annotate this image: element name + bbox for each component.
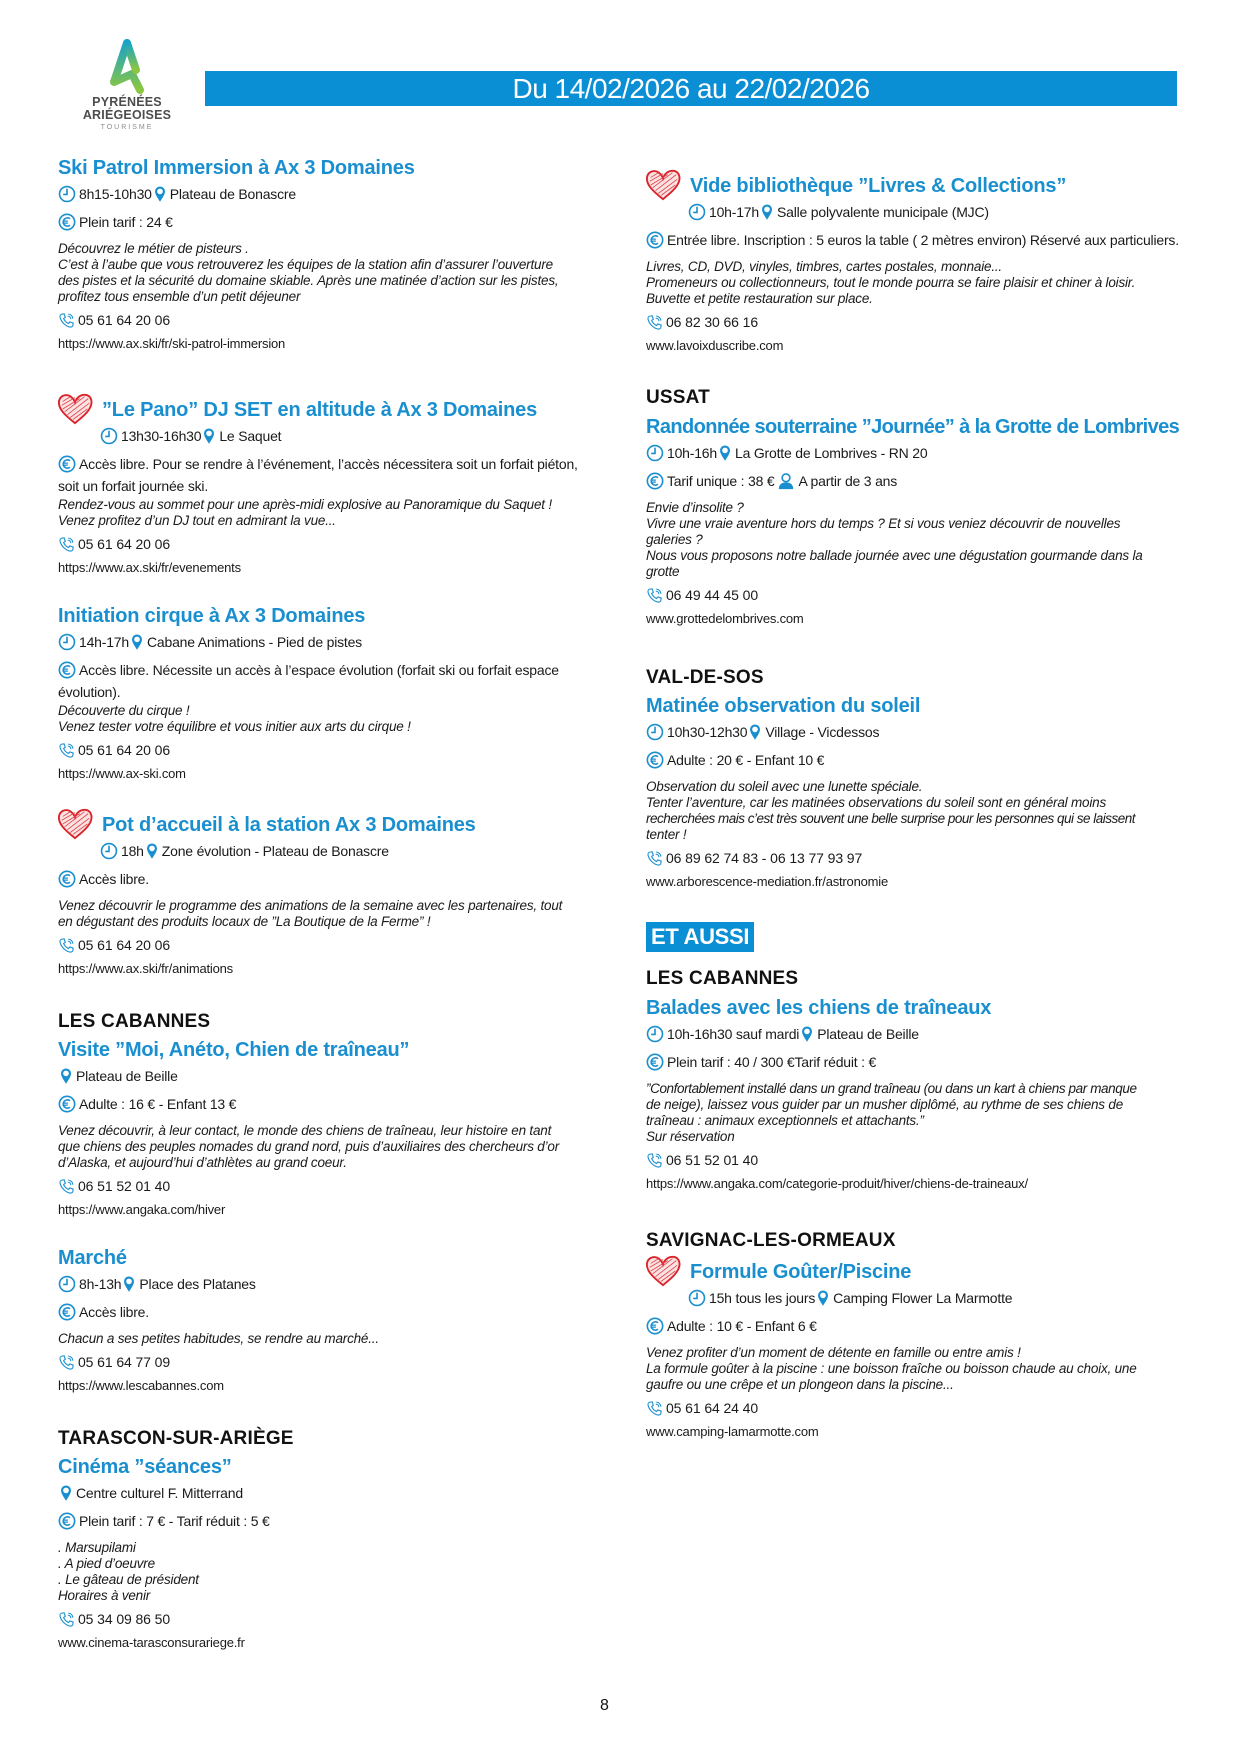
event-phone[interactable]: 05 61 64 20 06 xyxy=(78,312,171,328)
event-time: 13h30-16h30 xyxy=(121,428,202,444)
logo-mark-icon xyxy=(102,38,152,96)
event-url[interactable]: www.lavoixduscribe.com xyxy=(646,338,784,353)
event-price-cont: soit un forfait journée ski. xyxy=(58,478,209,494)
event-place: Plateau de Beille xyxy=(76,1068,178,1084)
event-url[interactable]: www.cinema-tarasconsurariege.fr xyxy=(58,1635,245,1650)
pyrenees-ariegeoises-logo xyxy=(72,38,182,138)
clock-icon xyxy=(58,1275,76,1293)
heart-favorite-icon xyxy=(56,807,94,841)
phone-icon xyxy=(58,312,75,329)
event-place: Camping Flower La Marmotte xyxy=(833,1290,1013,1306)
event-time: 10h-17h xyxy=(709,204,759,220)
event-phone[interactable]: 05 61 64 20 06 xyxy=(78,742,171,758)
euro-icon xyxy=(58,213,76,231)
event-place: Village - Vicdessos xyxy=(765,724,880,740)
phone-icon xyxy=(646,1400,663,1417)
clock-icon xyxy=(646,1025,664,1043)
event-place: Place des Platanes xyxy=(139,1276,256,1292)
event-time: 15h tous les jours xyxy=(709,1290,816,1306)
event-price: Entrée libre. Inscription : 5 euros la table ( 2 mètres environ) Réservé aux particuliers. xyxy=(667,232,1179,248)
event-phone[interactable]: 05 34 09 86 50 xyxy=(78,1611,171,1627)
event-time: 8h15-10h30 xyxy=(79,186,152,202)
event-place: La Grotte de Lombrives - RN 20 xyxy=(734,445,928,461)
logo-line-1: PYRÉNÉES xyxy=(92,95,162,109)
location-pin-icon xyxy=(719,444,731,462)
event-vide-bibliotheque xyxy=(646,174,1191,354)
event-cinema xyxy=(58,1455,598,1651)
event-price: Plein tarif : 40 / 300 €Tarif réduit : € xyxy=(667,1054,877,1070)
section-label: ET AUSSI xyxy=(646,922,754,952)
event-description: ”Confortablement installé dans un grand traîneau (ou dans un kart à chiens par manque de neige), laissez vous guider par un musher diplômé, au rythme de ses chiens de traîneau : animaux exceptionnels et attachants.” Sur réservation xyxy=(646,1081,1137,1144)
event-title: Cinéma ”séances” xyxy=(58,1456,232,1478)
event-description: Rendez-vous au sommet pour une après-midi explosive au Panoramique du Saquet ! Venez profitez d’un DJ tout en admirant la vue... xyxy=(58,497,552,528)
town-heading: VAL-DE-SOS xyxy=(646,667,764,688)
event-url[interactable]: www.arborescence-mediation.fr/astronomie xyxy=(646,874,888,889)
event-visite-aneto xyxy=(58,1038,598,1218)
location-pin-icon xyxy=(131,633,143,651)
event-phone[interactable]: 05 61 64 77 09 xyxy=(78,1354,171,1370)
location-pin-icon xyxy=(60,1484,72,1502)
event-ski-patrol xyxy=(58,156,598,352)
heart-favorite-icon xyxy=(644,1254,682,1288)
event-price-cont: évolution). xyxy=(58,684,121,700)
event-le-pano xyxy=(58,398,598,576)
event-title: Balades avec les chiens de traîneaux xyxy=(646,997,992,1019)
location-pin-icon xyxy=(146,842,158,860)
event-pot-accueil xyxy=(58,813,598,977)
event-price: Adulte : 16 € - Enfant 13 € xyxy=(79,1096,237,1112)
event-phone[interactable]: 06 49 44 45 00 xyxy=(666,587,759,603)
phone-icon xyxy=(58,742,75,759)
phone-icon xyxy=(646,587,663,604)
event-place: Plateau de Bonascre xyxy=(169,186,296,202)
location-pin-icon xyxy=(761,203,773,221)
location-pin-icon xyxy=(123,1275,135,1293)
phone-icon xyxy=(58,1611,75,1628)
town-heading: LES CABANNES xyxy=(646,968,799,989)
event-description: Venez découvrir, à leur contact, le monde des chiens de traîneau, leur histoire en tant que chiens des peuples nomades du grand nord, puis d’auxiliaires des chercheurs d’or d’Alaska, et aujourd’hui d’athlètes au grand coeur. xyxy=(58,1123,560,1170)
event-phone[interactable]: 06 51 52 01 40 xyxy=(78,1178,171,1194)
event-description: Venez profiter d’un moment de détente en famille ou entre amis ! La formule goûter à la piscine : une boisson fraîche ou boisson chaude au choix, une gaufre ou une crêpe et un plongeon dans la piscine... xyxy=(646,1345,1137,1392)
event-title: Marché xyxy=(58,1247,127,1269)
event-description: Livres, CD, DVD, vinyles, timbres, cartes postales, monnaie... Promeneurs ou collectionneurs, tout le monde pourra se faire plaisir et chiner à loisir. Buvette et petite restauration sur place. xyxy=(646,259,1136,306)
logo-line-3: TOURISME xyxy=(100,124,154,131)
event-url[interactable]: https://www.angaka.com/categorie-produit/hiver/chiens-de-traineaux/ xyxy=(646,1176,1028,1191)
event-marche xyxy=(58,1246,598,1394)
phone-icon xyxy=(58,937,75,954)
event-description: . Marsupilami . A pied d’oeuvre . Le gâteau de président Horaires à venir xyxy=(58,1540,199,1603)
event-time: 10h-16h30 sauf mardi xyxy=(667,1026,800,1042)
event-title: Ski Patrol Immersion à Ax 3 Domaines xyxy=(58,157,415,179)
event-title: Initiation cirque à Ax 3 Domaines xyxy=(58,605,366,627)
event-title: Formule Goûter/Piscine xyxy=(690,1261,912,1283)
location-pin-icon xyxy=(801,1025,813,1043)
clock-icon xyxy=(646,444,664,462)
clock-icon xyxy=(646,723,664,741)
location-pin-icon xyxy=(817,1289,829,1307)
phone-icon xyxy=(646,314,663,331)
event-price: Tarif unique : 38 € xyxy=(667,473,775,489)
town-heading: TARASCON-SUR-ARIÈGE xyxy=(58,1428,294,1449)
event-time: 18h xyxy=(121,843,144,859)
event-description: Observation du soleil avec une lunette spéciale. Tenter l’aventure, car les matinées observations du soleil sont en général moins recherchées mais c’est très souvent une belle surprise pour les personnes qui se laissent tenter ! xyxy=(646,779,1136,842)
event-url[interactable]: www.camping-lamarmotte.com xyxy=(646,1424,819,1439)
euro-icon xyxy=(646,472,664,490)
euro-icon xyxy=(58,661,76,679)
phone-icon xyxy=(646,850,663,867)
event-initiation-cirque xyxy=(58,604,598,782)
event-title: Vide bibliothèque ”Livres & Collections” xyxy=(690,175,1067,197)
event-title: Randonnée souterraine ”Journée” à la Grotte de Lombrives xyxy=(646,416,1180,438)
heart-favorite-icon xyxy=(56,392,94,426)
event-randonnee-souterraine xyxy=(646,415,1191,627)
event-age: A partir de 3 ans xyxy=(798,473,898,489)
phone-icon xyxy=(58,1354,75,1371)
event-url[interactable]: https://www.ax.ski/fr/ski-patrol-immersion xyxy=(58,336,286,351)
event-place: Centre culturel F. Mitterrand xyxy=(76,1485,243,1501)
euro-icon xyxy=(58,1512,76,1530)
event-url[interactable]: www.grottedelombrives.com xyxy=(646,611,804,626)
event-balades-chiens xyxy=(646,996,1191,1192)
euro-icon xyxy=(646,231,664,249)
town-heading: LES CABANNES xyxy=(58,1011,211,1032)
event-formule-gouter xyxy=(646,1260,1191,1440)
location-pin-icon xyxy=(749,723,761,741)
event-price: Accès libre. Nécessite un accès à l’espace évolution (forfait ski ou forfait espace xyxy=(79,662,559,678)
town-heading: USSAT xyxy=(646,387,710,408)
town-heading: SAVIGNAC-LES-ORMEAUX xyxy=(646,1230,896,1251)
section-et-aussi xyxy=(646,922,1191,952)
logo-line-2: ARIÉGEOISES xyxy=(82,108,172,122)
event-url[interactable]: https://www.lescabannes.com xyxy=(58,1378,224,1393)
event-time: 10h30-12h30 xyxy=(667,724,748,740)
event-matinee-soleil xyxy=(646,694,1191,890)
euro-icon xyxy=(646,751,664,769)
euro-icon xyxy=(58,1303,76,1321)
event-phone[interactable]: 05 61 64 24 40 xyxy=(666,1400,759,1416)
phone-icon xyxy=(58,536,75,553)
event-place: Salle polyvalente municipale (MJC) xyxy=(776,204,989,220)
event-place: Cabane Animations - Pied de pistes xyxy=(146,634,362,650)
event-time: 10h-16h xyxy=(667,445,717,461)
person-age-icon xyxy=(777,472,795,490)
location-pin-icon xyxy=(154,185,166,203)
event-description: Chacun a ses petites habitudes, se rendre au marché... xyxy=(58,1331,379,1346)
event-place: Plateau de Beille xyxy=(817,1026,919,1042)
event-price: Adulte : 20 € - Enfant 10 € xyxy=(667,752,825,768)
event-phone[interactable]: 05 61 64 20 06 xyxy=(78,536,171,552)
clock-icon xyxy=(688,1289,706,1307)
event-url[interactable]: https://www.ax.ski/fr/evenements xyxy=(58,560,241,575)
event-price: Plein tarif : 7 € - Tarif réduit : 5 € xyxy=(79,1513,270,1529)
clock-icon xyxy=(100,427,118,445)
phone-icon xyxy=(646,1152,663,1169)
clock-icon xyxy=(58,633,76,651)
event-price: Accès libre. xyxy=(79,1304,149,1320)
page-number: 8 xyxy=(600,1697,609,1714)
event-title: ”Le Pano” DJ SET en altitude à Ax 3 Domaines xyxy=(102,399,538,421)
event-description: Venez découvrir le programme des animations de la semaine avec les partenaires, tout en dégustant des produits locaux de ”La Boutique de la Ferme” ! xyxy=(58,898,563,929)
heart-favorite-icon xyxy=(644,168,682,202)
event-phone[interactable]: 05 61 64 20 06 xyxy=(78,937,171,953)
event-title: Matinée observation du soleil xyxy=(646,695,921,717)
clock-icon xyxy=(688,203,706,221)
event-price: Accès libre. Pour se rendre à l’événement, l’accès nécessitera soit un forfait piéton, xyxy=(79,456,578,472)
event-url[interactable]: https://www.ax.ski/fr/animations xyxy=(58,961,233,976)
euro-icon xyxy=(58,870,76,888)
event-phone[interactable]: 06 82 30 66 16 xyxy=(666,314,759,330)
event-title: Visite ”Moi, Anéto, Chien de traîneau” xyxy=(58,1039,410,1061)
date-range-banner: Du 14/02/2026 au 22/02/2026 xyxy=(205,71,1177,106)
event-description: Découverte du cirque ! Venez tester votre équilibre et vous initier aux arts du cirque ! xyxy=(58,703,411,734)
event-place: Le Saquet xyxy=(219,428,282,444)
euro-icon xyxy=(58,455,76,473)
event-description: Découvrez le métier de pisteurs . C’est à l’aube que vous retrouverez les équipes de la station afin d’assurer l’ouverture des pistes et la sécurité du domaine skiable. Après une matinée d’action sur les pistes, profitez tous ensemble d’un petit déjeuner xyxy=(58,241,559,304)
event-time: 8h-13h xyxy=(79,1276,122,1292)
euro-icon xyxy=(646,1317,664,1335)
event-phone[interactable]: 06 89 62 74 83 - 06 13 77 93 97 xyxy=(666,850,863,866)
event-price: Accès libre. xyxy=(79,871,149,887)
event-title: Pot d’accueil à la station Ax 3 Domaines xyxy=(102,814,476,836)
location-pin-icon xyxy=(203,427,215,445)
location-pin-icon xyxy=(60,1067,72,1085)
clock-icon xyxy=(58,185,76,203)
euro-icon xyxy=(58,1095,76,1113)
phone-icon xyxy=(58,1178,75,1195)
event-price: Adulte : 10 € - Enfant 6 € xyxy=(667,1318,817,1334)
event-description: Envie d’insolite ? Vivre une vraie aventure hors du temps ? Et si vous veniez découvrir de nouvelles galeries ? Nous vous proposons notre ballade journée avec une dégustation gourmande dans la grotte xyxy=(646,500,1143,579)
clock-icon xyxy=(100,842,118,860)
event-price: Plein tarif : 24 € xyxy=(79,214,173,230)
event-url[interactable]: https://www.ax-ski.com xyxy=(58,766,186,781)
event-phone[interactable]: 06 51 52 01 40 xyxy=(666,1152,759,1168)
event-time: 14h-17h xyxy=(79,634,129,650)
event-place: Zone évolution - Plateau de Bonascre xyxy=(161,843,389,859)
euro-icon xyxy=(646,1053,664,1071)
event-url[interactable]: https://www.angaka.com/hiver xyxy=(58,1202,226,1217)
